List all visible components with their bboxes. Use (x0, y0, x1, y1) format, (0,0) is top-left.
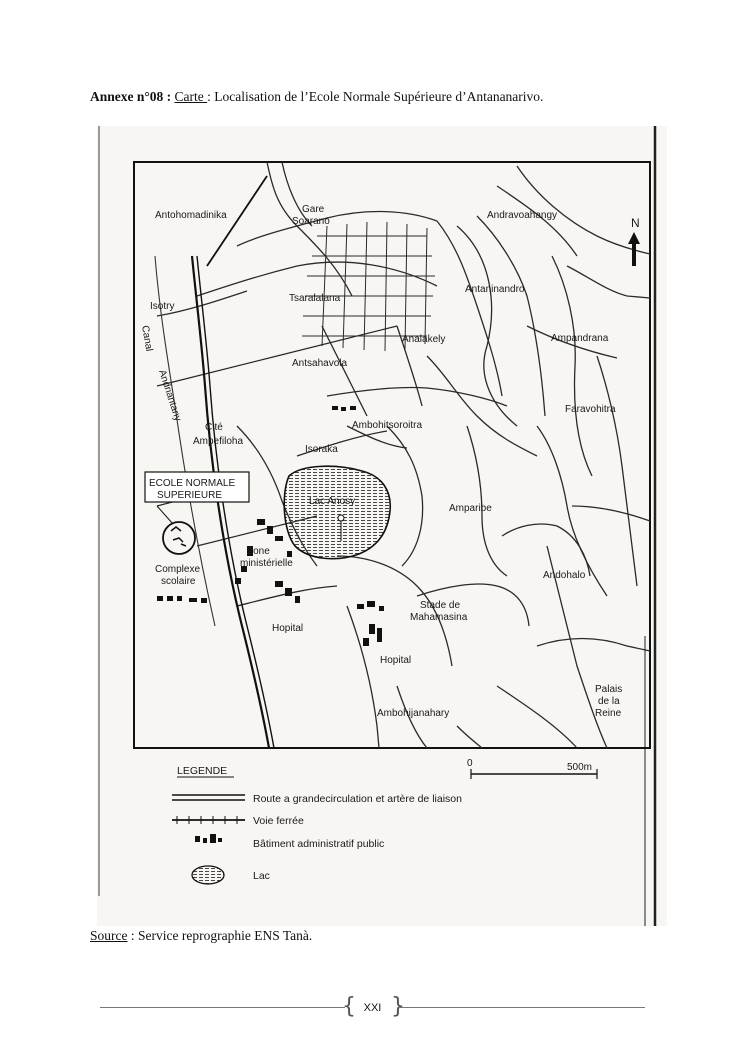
railway-line (192, 176, 274, 748)
label-superieure: SUPERIEURE (157, 490, 223, 501)
label-andohalo: Andohalo (543, 570, 586, 581)
scale-start: 0 (467, 758, 473, 769)
label-de-la: de la (598, 696, 620, 707)
legend-rail-symbol (172, 816, 245, 824)
source-label: Source (90, 928, 128, 943)
label-antohomadinika: Antohomadinika (155, 210, 227, 221)
scale-bar (467, 758, 597, 779)
legend-building-symbol (195, 834, 222, 843)
footer-rule-left (100, 1007, 345, 1008)
source-text: : Service reprographie ENS Tanà. (127, 928, 313, 943)
caption-title: Localisation de l’Ecole Normale Supérieure d’Antananarivo. (210, 89, 544, 104)
caption-carte: Carte (174, 89, 208, 104)
map-legend (172, 765, 462, 884)
label-palais: Palais (595, 684, 623, 695)
legend-lake-text: Lac (253, 870, 270, 882)
label-isoraka: Isoraka (305, 444, 338, 455)
label-analakely: Analakely (402, 334, 446, 345)
label-reine: Reine (595, 708, 622, 719)
lac-anosy (284, 466, 390, 558)
label-ambohijanahary: Ambohijanahary (377, 708, 450, 719)
legend-road-text: Route a grandecirculation et artère de liaison (253, 793, 462, 805)
legend-rail-text: Voie ferrée (253, 815, 304, 827)
page-number: XXI (363, 1002, 382, 1014)
label-complexe: Complexe (155, 564, 201, 575)
label-ampandrana: Ampandrana (551, 333, 609, 344)
label-stade-de: Stade de (420, 600, 461, 611)
label-isotry: Isotry (150, 301, 175, 312)
label-lac-anosy: Lac Anosy (309, 496, 356, 507)
footer-brace-left: { (342, 994, 356, 1019)
label-zone: Zone (247, 546, 270, 557)
label-canal: Canal (139, 324, 155, 353)
label-ministerielle: ministérielle (240, 558, 293, 569)
figure-caption (90, 89, 710, 105)
label-andravoahangy: Andravoahangy (487, 210, 558, 221)
source-note (90, 928, 312, 944)
label-scolaire: scolaire (161, 576, 196, 587)
label-soarano: Soarano (292, 216, 330, 227)
label-mahamasina: Mahamasina (410, 612, 468, 623)
legend-building-text: Bâtiment administratif public (253, 838, 385, 850)
label-ambohitsoroitra: Ambohitsoroitra (352, 420, 423, 431)
legend-lake-symbol (192, 866, 224, 884)
label-antsahavola: Antsahavola (292, 358, 348, 369)
label-ampaibe: Amparibe (449, 503, 492, 514)
label-ampefiloha: Ampefiloha (193, 436, 244, 447)
footer-rule-right (400, 1007, 645, 1008)
annex-number: Annexe n°08 : (90, 89, 172, 104)
scanned-map (97, 126, 667, 926)
label-ecole-normale: ECOLE NORMALE (149, 478, 236, 489)
label-tsaralalana: Tsaralalana (289, 293, 341, 304)
north-label: N (631, 216, 640, 230)
label-antaninandro: Antaninandro (465, 284, 525, 295)
map-canvas (97, 126, 667, 926)
caption-separator: : (207, 89, 211, 104)
scale-end: 500m (567, 762, 593, 773)
label-andriantany: Andriantany (156, 368, 184, 423)
label-faravohitra: Faravohitra (565, 404, 616, 415)
label-gare: Gare (302, 204, 325, 215)
label-cite: Cité (205, 422, 223, 433)
label-hopital-2: Hopital (380, 655, 412, 666)
label-hopital-1: Hopital (272, 623, 304, 634)
footer-brace-right: } (391, 994, 405, 1019)
legend-title: LEGENDE (177, 765, 228, 777)
